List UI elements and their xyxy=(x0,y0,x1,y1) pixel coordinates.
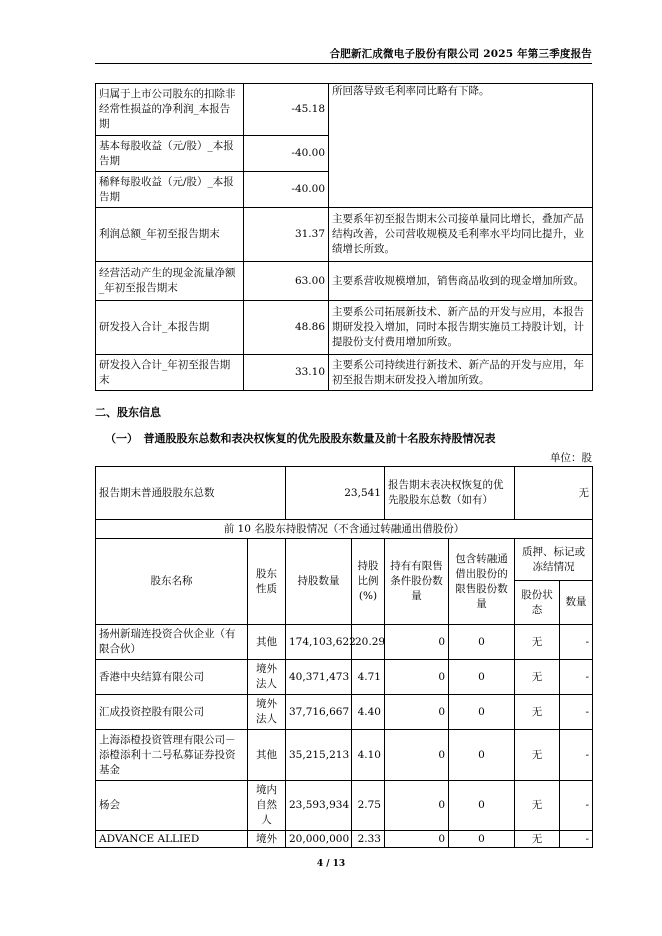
holder-pledge-qty: - xyxy=(560,730,593,781)
unit-label: 单位：股 xyxy=(550,452,592,464)
holder-name: 香港中央结算有限公司 xyxy=(96,660,248,695)
reason-cell: 主要系公司持续进行新技术、新产品的开发与应用，年初至报告期末研发投入增加所致。 xyxy=(329,355,593,391)
holder-restricted: 0 xyxy=(385,781,449,831)
holder-pledge-qty: - xyxy=(560,831,593,848)
item-cell: 利润总额_年初至报告期末 xyxy=(96,208,244,262)
shareholders-table xyxy=(95,466,593,848)
reason-cell: 主要系营收规模增加，销售商品收到的现金增加所致。 xyxy=(329,262,593,301)
table-row xyxy=(96,695,593,730)
holder-name: ADVANCE ALLIED xyxy=(96,831,248,848)
table-row xyxy=(96,781,593,831)
section-subtitle: （一） 普通股股东总数和表决权恢复的优先股股东数量及前十名股东持股情况表 xyxy=(105,432,496,445)
table-row xyxy=(96,301,593,355)
holder-nature: 境外法人 xyxy=(248,695,286,730)
holder-ratio: 4.71 xyxy=(352,660,385,695)
table-row xyxy=(96,625,593,660)
pct-cell: -45.18 xyxy=(244,84,329,136)
item-cell: 归属于上市公司股东的扣除非经常性损益的净利润_本报告期 xyxy=(96,84,244,136)
holder-restricted: 0 xyxy=(385,695,449,730)
col-header-pledge-group: 质押、标记或冻结情况 xyxy=(515,539,593,581)
col-header-ratio: 持股比例(%) xyxy=(352,539,385,625)
header-row xyxy=(96,539,593,581)
holder-ratio: 2.33 xyxy=(352,831,385,848)
holder-ratio: 2.75 xyxy=(352,781,385,831)
pct-cell: -40.00 xyxy=(244,136,329,172)
holder-name: 上海添橙投资管理有限公司－添橙添利十二号私募证券投资基金 xyxy=(96,730,248,781)
table-row xyxy=(96,660,593,695)
pct-cell: 63.00 xyxy=(244,262,329,301)
item-cell: 研发投入合计_本报告期 xyxy=(96,301,244,355)
holder-pledge-status: 无 xyxy=(515,781,560,831)
page-header-title: 合肥新汇成微电子股份有限公司 2025 年第三季度报告 xyxy=(329,48,592,60)
change-reason-table xyxy=(95,83,593,391)
col-header-nature: 股东性质 xyxy=(248,539,286,625)
summary-row xyxy=(96,467,593,520)
holder-restricted: 0 xyxy=(385,660,449,695)
pct-cell: -40.00 xyxy=(244,172,329,208)
holder-shares: 40,371,473 xyxy=(286,660,352,695)
reason-cell: 主要系年初至报告期末公司接单量同比增长，叠加产品结构改善，公司营收规模及毛利率水平均同比提升，业绩增长所致。 xyxy=(329,208,593,262)
col-header-lent: 包含转融通借出股份的限售股份数量 xyxy=(449,539,515,625)
item-cell: 基本每股收益（元/股）_本报告期 xyxy=(96,136,244,172)
pct-cell: 48.86 xyxy=(244,301,329,355)
holder-ratio: 20.29 xyxy=(352,625,385,660)
total-holders-label: 报告期末普通股股东总数 xyxy=(96,467,286,520)
pref-holders-value: 无 xyxy=(515,467,593,520)
holder-name: 杨会 xyxy=(96,781,248,831)
holder-pledge-qty: - xyxy=(560,625,593,660)
holder-ratio: 4.10 xyxy=(352,730,385,781)
pct-cell: 31.37 xyxy=(244,208,329,262)
top10-caption: 前 10 名股东持股情况（不含通过转融通出借股份） xyxy=(96,520,593,539)
holder-pledge-status: 无 xyxy=(515,730,560,781)
table-row xyxy=(96,262,593,301)
holder-restricted: 0 xyxy=(385,730,449,781)
holder-shares: 37,716,667 xyxy=(286,695,352,730)
col-header-restricted: 持有有限售条件股份数量 xyxy=(385,539,449,625)
reason-cell: 主要系公司拓展新技术、新产品的开发与应用，本报告期研发投入增加，同时本报告期实施员工持股计划，计提股份支付费用增加所致。 xyxy=(329,301,593,355)
col-header-pledge-qty: 数量 xyxy=(560,581,593,625)
holder-pledge-status: 无 xyxy=(515,660,560,695)
holder-name: 汇成投资控股有限公司 xyxy=(96,695,248,730)
holder-nature: 境外 xyxy=(248,831,286,848)
pref-holders-label: 报告期末表决权恢复的优先股股东总数（如有） xyxy=(385,467,515,520)
holder-lent: 0 xyxy=(449,695,515,730)
section-title: 二、股东信息 xyxy=(95,406,161,419)
holder-pledge-qty: - xyxy=(560,695,593,730)
header-divider xyxy=(95,63,592,64)
holder-shares: 35,215,213 xyxy=(286,730,352,781)
item-cell: 研发投入合计_年初至报告期末 xyxy=(96,355,244,391)
holder-pledge-qty: - xyxy=(560,781,593,831)
holder-shares: 23,593,934 xyxy=(286,781,352,831)
reason-cell: 所回落导致毛利率同比略有下降。 xyxy=(329,84,593,208)
holder-lent: 0 xyxy=(449,781,515,831)
holder-nature: 境内自然人 xyxy=(248,781,286,831)
holder-name: 扬州新瑞连投资合伙企业（有限合伙） xyxy=(96,625,248,660)
holder-restricted: 0 xyxy=(385,625,449,660)
holder-nature: 其他 xyxy=(248,730,286,781)
holder-pledge-status: 无 xyxy=(515,695,560,730)
holder-ratio: 4.40 xyxy=(352,695,385,730)
table-row xyxy=(96,84,593,136)
holder-nature: 其他 xyxy=(248,625,286,660)
table-row xyxy=(96,730,593,781)
total-holders-value: 23,541 xyxy=(286,467,385,520)
holder-lent: 0 xyxy=(449,831,515,848)
holder-shares: 174,103,622 xyxy=(286,625,352,660)
col-header-pledge-status: 股份状态 xyxy=(515,581,560,625)
holder-pledge-status: 无 xyxy=(515,625,560,660)
holder-pledge-qty: - xyxy=(560,660,593,695)
col-header-shares: 持股数量 xyxy=(286,539,352,625)
item-cell: 经营活动产生的现金流量净额_年初至报告期末 xyxy=(96,262,244,301)
col-header-name: 股东名称 xyxy=(96,539,248,625)
table-row xyxy=(96,831,593,848)
holder-restricted: 0 xyxy=(385,831,449,848)
holder-pledge-status: 无 xyxy=(515,831,560,848)
holder-lent: 0 xyxy=(449,660,515,695)
pct-cell: 33.10 xyxy=(244,355,329,391)
table-row xyxy=(96,355,593,391)
item-cell: 稀释每股收益（元/股）_本报告期 xyxy=(96,172,244,208)
holder-lent: 0 xyxy=(449,730,515,781)
caption-row xyxy=(96,520,593,539)
page-number: 4 / 13 xyxy=(316,859,346,869)
holder-nature: 境外法人 xyxy=(248,660,286,695)
holder-shares: 20,000,000 xyxy=(286,831,352,848)
holder-lent: 0 xyxy=(449,625,515,660)
table-row xyxy=(96,208,593,262)
